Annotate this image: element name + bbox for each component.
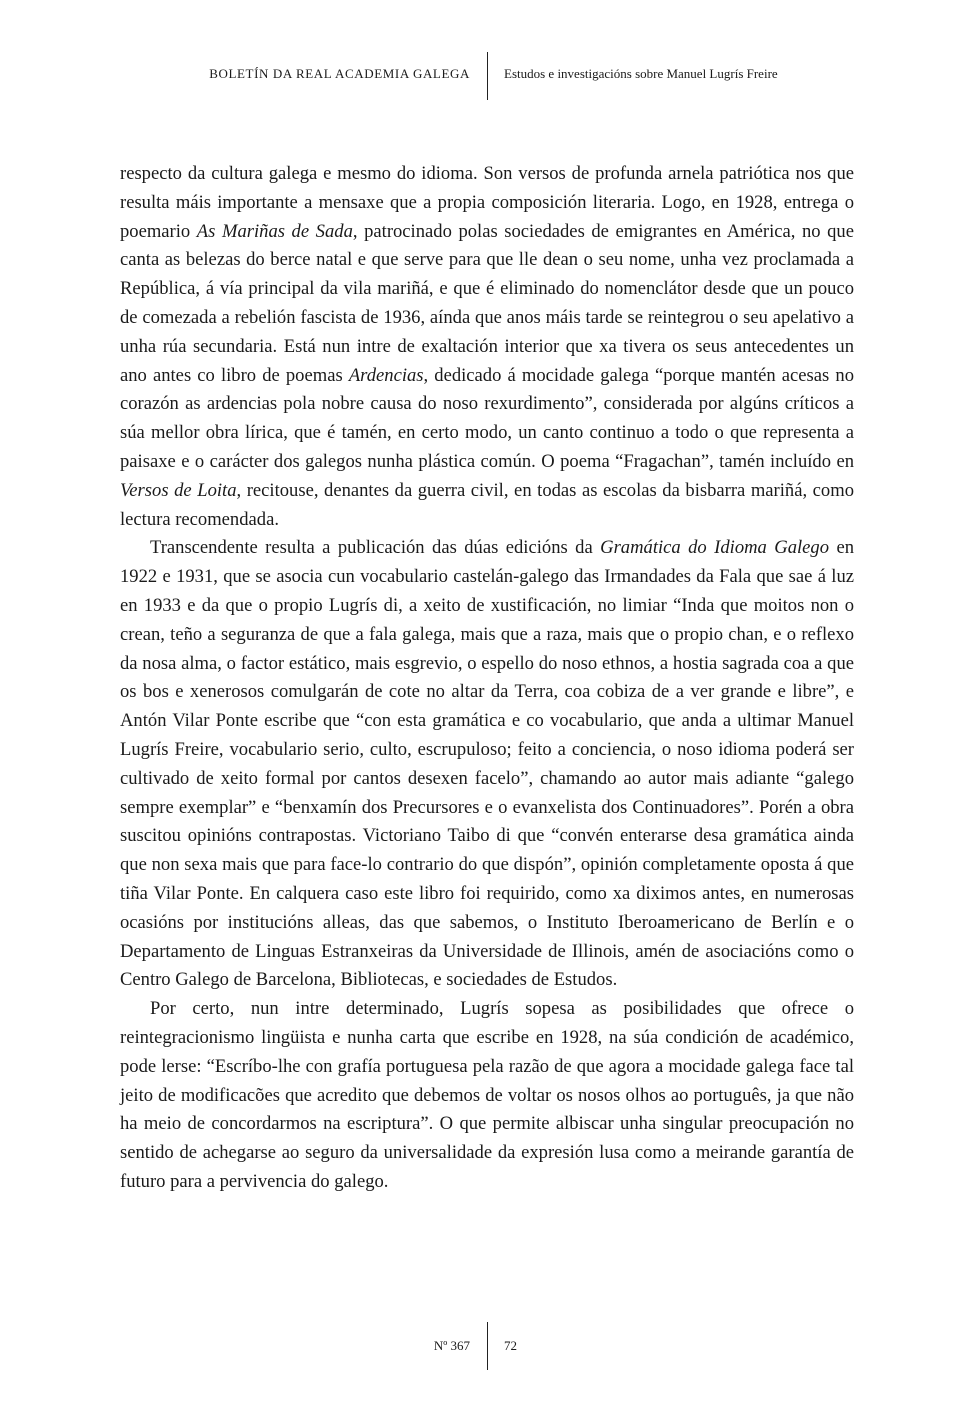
book-title-gramatica: Gramática do Idioma Galego: [600, 537, 830, 559]
book-title-ardencias: Ardencias: [348, 364, 424, 386]
page-footer: [0, 1322, 975, 1372]
paragraph-1: [120, 160, 854, 534]
footer-divider: [487, 1322, 488, 1370]
book-title-versos-de-loita: Versos de Loita: [120, 479, 237, 501]
issue-number: Nº 367: [433, 1338, 470, 1353]
paragraph-2-text-2: en 1922 e 1931, que se asocia cun vocabulario castelán-galego das Irmandades da Fala que sae á luz en 1933 e da que o propio Lugrís di, a xeito de xustificación, no limiar “Inda que moitos non o crean, teño a seguranza de que a fala galega, mais que a raza, mais que o propio chan, e o reflexo da nosa alma, o factor estático, mais esgrevio, o espello do noso ethnos, a hostia sagrada coa a que os bos e xenerosos comulgarán de cote no altar da Terra, coa cobiza de a ver grande e libre”, e Antón Vilar Ponte escribe que “con esta gramática e co vocabulario, que anda a ultimar Manuel Lugrís Freire, vocabulario serio, culto, escrupuloso; feito a conciencia, o noso idioma poderá ser cultivado de xeito formal por cantos desexen facelo”, chamando ao autor mais adiante “galego sempre exemplar” e “benxamín dos Precursores e o evanxelista dos Continuadores”. Porén a obra suscitou opinións contrapostas. Victoriano Taibo di que “convén enterarse desa gramática ainda que non sexa mais que para face-lo contrario do que dispón”, opinión completamente oposta á que tiña Vilar Ponte. En calquera caso este libro foi requirido, como xa diximos antes, en numerosas ocasións por institucións alleas, das que sabemos, o Instituto Iberoamericano de Berlín e o Departamento de Linguas Estranxeiras da Universidade de Illinois, amén de asociacións como o Centro Galego de Barcelona, Bibliotecas, e sociedades de Estudos.: [120, 537, 854, 991]
header-divider: [487, 52, 488, 100]
paragraph-2-text-1: Transcendente resulta a publicación das dúas edicións da: [150, 537, 601, 559]
running-header: [0, 52, 975, 102]
section-title: Estudos e investigacións sobre Manuel Lugrís Freire: [504, 66, 778, 81]
paragraph-1-text-2: , patrocinado polas sociedades de emigrantes en América, no que canta as belezas do berce natal e que serve para que lle dean o seu nome, unha vez proclamada a República, á vía principal da vila mariñá, e que é eliminado do nomenclátor desde que un pouco de comezada a rebelión fascista de 1936, aínda que anos máis tarde se reintegrou o seu apelativo a unha rúa secundaria. Está nun intre de exaltación interior que xa tivera os seus antecedentes un ano antes co libro de poemas: [120, 220, 854, 386]
paragraph-3-text-1: Por certo, nun intre determinado, Lugrís sopesa as posibilidades que ofrece o reintegracionismo lingüista e nunha carta que escribe en 1928, na súa condición de académico, pode lerse: “Escríbo-lhe con grafía portuguesa pela razão de que agora a mocidade galega face tal jeito de modificacões que acredito que debemos de voltar os nosos olhos ao português, ja que não ha meio de concordarmos na escriptura”. O que permite albiscar unha singular preocupación no sentido de achegarse ao seguro da universalidade da expresión lusa como a meirande garantía de futuro para a pervivencia do galego.: [120, 998, 854, 1192]
paragraph-3: [120, 995, 854, 1197]
book-title-as-marinas-de-sada: As Mariñas de Sada: [196, 220, 353, 242]
article-body: [120, 160, 854, 1197]
journal-title: BOLETÍN DA REAL ACADEMIA GALEGA: [209, 66, 470, 81]
paragraph-1-text-1: respecto da cultura galega e mesmo do idioma. Son versos de profunda arnela patriótica nos que resulta máis importante a mensaxe que a propia composición literaria. Logo, en 1928, entrega o poemario: [120, 163, 854, 242]
paragraph-1-text-4: , recitouse, denantes da guerra civil, en todas as escolas da bisbarra mariñá, como lectura recomendada.: [120, 479, 854, 530]
paragraph-1-text-3: , dedicado á mocidade galega “porque mantén acesas no corazón as ardencias pola nobre causa do noso rexurdimento”, considerada por algúns críticos a súa mellor obra lírica, que é tamén, en certo modo, un canto continuo a todo o que representa a paisaxe e o carácter dos galegos nunha plástica común. O poema “Fragachan”, tamén incluído en: [120, 364, 854, 472]
page-number: 72: [504, 1338, 517, 1353]
paragraph-2: [120, 534, 854, 995]
